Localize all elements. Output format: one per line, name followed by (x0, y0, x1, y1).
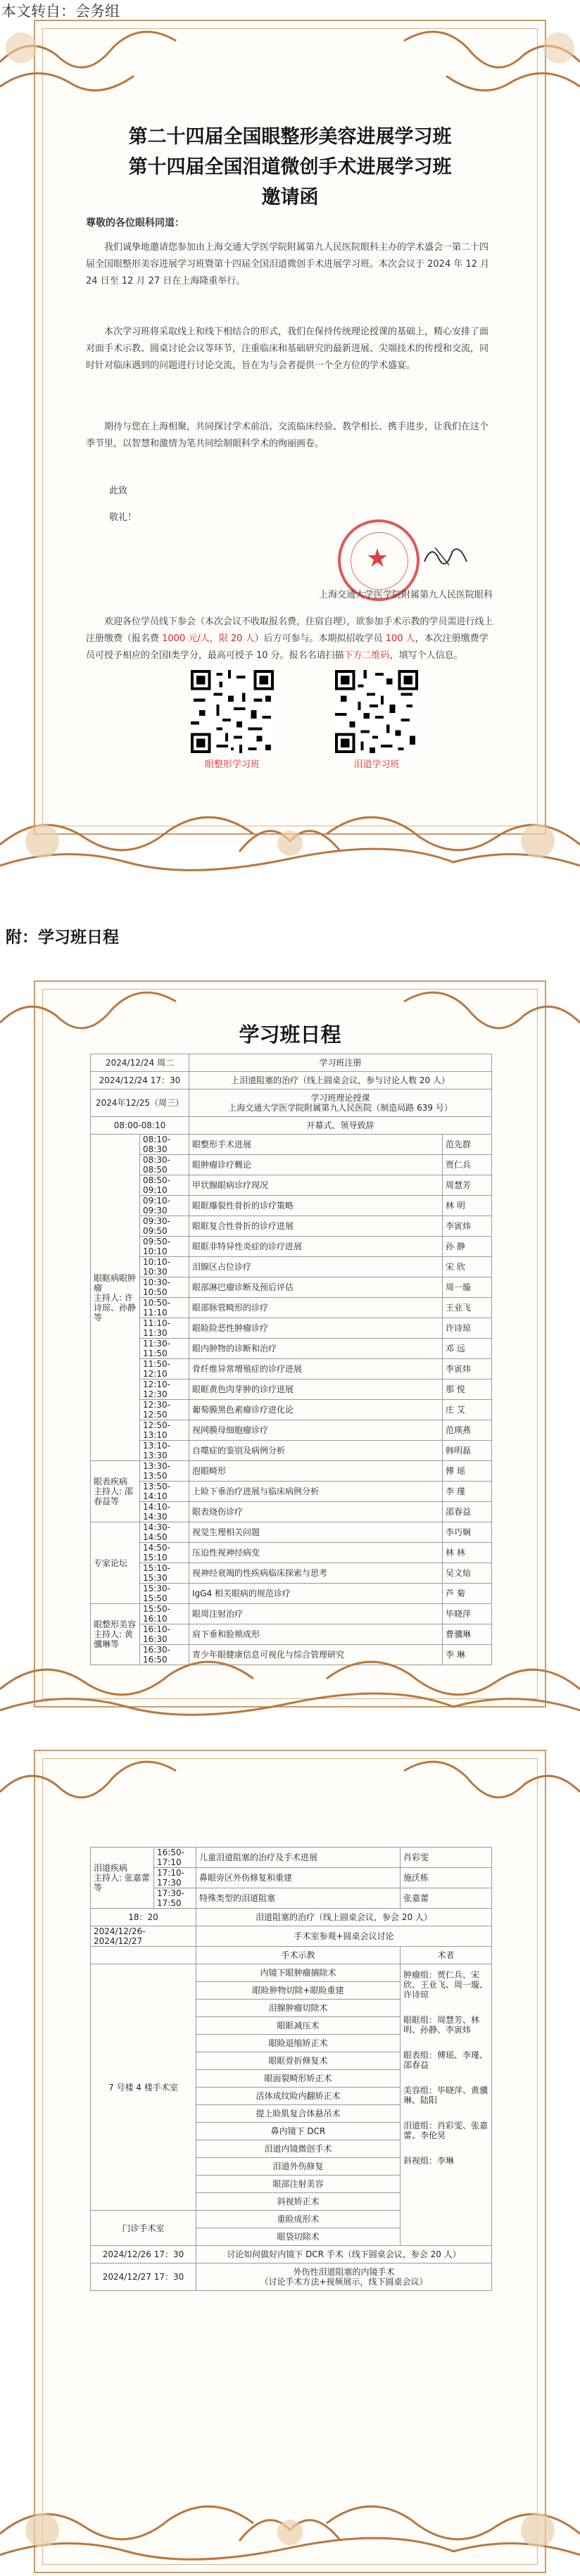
lecture-topic: 眼表烧伤诊疗 (189, 1502, 443, 1522)
surgeon-group: 泪道组：肖彩雯、张嘉蕾、李伦昊 (403, 2121, 488, 2140)
session-group: 眼眶病眼肿瘤 主持人: 许诗琼、孙静等 (91, 1135, 140, 1461)
lecture-time: 11:10-11:30 (140, 1318, 189, 1339)
lecture-topic: 骨纤维异常增殖症的诊疗进展 (189, 1359, 443, 1379)
schedule-time: 18：20 (91, 1909, 196, 1926)
surgeon-group: 肿瘤组：贾仁兵、宋欣、王业飞、周一璇、许诗琼 (403, 1970, 488, 2000)
surgeon-group: 眼表组：傅瑶、李瑾、邵春益 (403, 2050, 488, 2070)
table-row (91, 1522, 492, 1543)
schedule-section-heading: 附：学习班日程 (6, 928, 119, 947)
surgery-item: 活体成纹睑内翻矫正术 (196, 2088, 401, 2105)
schedule-time: 2024年12/25（周三） (91, 1090, 189, 1117)
table-row (91, 1461, 492, 1482)
surgery-item: 斜视矫正术 (196, 2193, 401, 2211)
lecture-speaker: 毕晓萍 (443, 1604, 492, 1624)
lecture-topic: IgG4 相关眼病的规范诊疗 (189, 1584, 443, 1604)
lecture-time: 09:10-09:30 (140, 1196, 189, 1216)
qr-code-eyelid-course[interactable] (191, 670, 274, 753)
lecture-topic: 视网膜母细胞瘤诊疗 (189, 1420, 443, 1441)
table-row (91, 1257, 492, 1277)
lecture-time: 15:30-15:50 (140, 1584, 189, 1604)
lecture-speaker: 韩明磊 (443, 1441, 492, 1461)
lecture-topic: 眼眶非特异性炎症的诊疗进展 (189, 1237, 443, 1257)
table-row (91, 1441, 492, 1461)
signature: 上海交通大学医学院附属第九人民医院眼科 (318, 590, 493, 600)
invitation-title-3: 邀请函 (261, 187, 319, 208)
lecture-speaker: 宋 欣 (443, 1257, 492, 1277)
table-row (91, 1400, 492, 1420)
table-row (91, 1482, 492, 1502)
surgery-item: 眼面裂畸形矫正术 (196, 2070, 401, 2088)
schedule-table-1 (90, 1054, 492, 1665)
registration-note (86, 614, 494, 664)
lecture-time: 14:50-15:10 (140, 1543, 189, 1563)
qr-code-lacrimal-course[interactable] (335, 670, 418, 753)
lecture-time: 14:10-14:30 (140, 1502, 189, 1522)
greeting: 尊敬的各位眼科同道： (86, 217, 184, 229)
schedule-time: 2024/12/26-2024/12/27 (91, 1926, 196, 1947)
schedule-content: 学习班注册 (189, 1054, 492, 1072)
table-row (91, 1848, 492, 1868)
cloud-wave-decoration (0, 20, 580, 125)
lecture-topic: 自噬症的鉴别及病例分析 (189, 1441, 443, 1461)
lecture-speaker: 吴文灿 (443, 1563, 492, 1584)
lecture-topic: 眼整形手术进展 (189, 1135, 443, 1155)
lecture-speaker: 庄 艾 (443, 1400, 492, 1420)
wave-bottom-decoration-2 (0, 1619, 580, 1731)
surgery-header: 手术示教 (196, 1947, 401, 1964)
table-row (91, 1339, 492, 1359)
lecture-speaker: 李寅炜 (443, 1216, 492, 1237)
table-row (91, 1175, 492, 1196)
lecture-time: 17:30-17:50 (154, 1888, 196, 1909)
lecture-speaker: 周慧芳 (443, 1175, 492, 1196)
lecture-time: 16:30-16:50 (140, 1645, 189, 1665)
lecture-speaker: 李 琳 (443, 1645, 492, 1665)
schedule-time: 08:00-08:10 (91, 1117, 189, 1135)
lecture-topic: 眼部淋巴瘤诊断及预后评估 (189, 1277, 443, 1298)
lecture-time: 08:50-09:10 (140, 1175, 189, 1196)
table-row (91, 1926, 492, 1947)
lecture-topic: 泡眼畸形 (189, 1461, 443, 1482)
surgery-item: 眼部注射美容 (196, 2176, 401, 2193)
lecture-topic: 视神经衰竭的性疾病临床探索与思考 (189, 1563, 443, 1584)
schedule-content: 外伤性泪道阻塞的内镜手术 （讨论手术方法+视频展示，线下圆桌会议） (196, 2264, 492, 2291)
lecture-topic: 特殊类型的泪道阻塞 (196, 1888, 401, 1909)
table-row (91, 2264, 492, 2291)
schedule-time: 2024/12/26 17：30 (91, 2246, 196, 2264)
note-fee: 1000 元/人，限 20 人 (162, 633, 255, 644)
qr-caption-eyelid: 眼整形学习班 (204, 759, 260, 770)
surgeon-group: 斜视组：李琳 (403, 2156, 455, 2166)
table-row (91, 1379, 492, 1400)
session-group: 专家论坛 (91, 1522, 140, 1604)
schedule-time: 2024/12/24 周二 (91, 1054, 189, 1072)
lecture-topic: 泪腺区占位诊疗 (189, 1257, 443, 1277)
paragraph-2: 本次学习班将采取线上和线下相结合的形式，我们在保持传统理论授课的基础上，精心安排了面对面手术示教、圆桌讨论会议等环节，注重临床和基础研究的最新进展、尖端技术的传授和交流，同时针对临床遇到的问题进行讨论交流，旨在为与会者提供一个全方位的学术盛宴。 (86, 327, 489, 371)
lecture-topic: 甲状腺眼病诊疗现况 (189, 1175, 443, 1196)
table-row (91, 1420, 492, 1441)
lecture-speaker: 施沃栋 (401, 1868, 492, 1888)
seal-star-icon: ★ (366, 544, 389, 573)
surgery-item: 眼睑退缩矫正术 (196, 2035, 401, 2052)
surgery-item: 提上睑肌复合体悬吊术 (196, 2105, 401, 2123)
table-row (91, 1054, 492, 1072)
lecture-time: 10:10-10:30 (140, 1257, 189, 1277)
lecture-speaker: 周一璇 (443, 1277, 492, 1298)
note-part-c: ，本次注册缴费学员可授予相应的全国Ⅰ类学分，最高可授予 10 分。报名名请扫描 (86, 633, 488, 661)
table-row (91, 1584, 492, 1604)
surgery-item: 内镜下眼肿瘤摘除术 (196, 1964, 401, 1982)
cloud-wave-decoration-3 (0, 1750, 580, 1855)
lecture-speaker: 林 明 (443, 1196, 492, 1216)
table-row (91, 1502, 492, 1522)
schedule-content: 学习班理论授课 上海交通大学医学院附属第九人民医院（制造局路 639 号） (189, 1090, 492, 1117)
lecture-time: 09:50-10:10 (140, 1237, 189, 1257)
closing-1: 此致 (109, 486, 128, 496)
schedule-content: 泪道阻塞的治疗（线上圆桌会议，参会 20 人） (196, 1909, 492, 1926)
lecture-time: 16:50-17:10 (154, 1848, 196, 1868)
lecture-speaker: 李寅炜 (443, 1359, 492, 1379)
closing-2: 敬礼！ (109, 512, 137, 523)
lecture-time: 17:10-17:30 (154, 1868, 196, 1888)
schedule-title: 学习班日程 (239, 1023, 341, 1047)
lecture-topic: 青少年眼健康信息可视化与综合管理研究 (189, 1645, 443, 1665)
lecture-speaker: 张嘉蕾 (401, 1888, 492, 1909)
schedule-table-2 (90, 1847, 492, 2291)
lecture-speaker: 邓 远 (443, 1339, 492, 1359)
table-row (91, 1117, 492, 1135)
lecture-time: 10:50-11:10 (140, 1298, 189, 1318)
lecture-time: 12:10-12:30 (140, 1379, 189, 1400)
table-row (91, 1277, 492, 1298)
schedule-content: 讨论如何做好内镜下 DCR 手术（线下圆桌会议，参会 20 人） (196, 2246, 492, 2264)
lecture-topic: 眼眶黄色肉芽肿的诊疗进展 (189, 1379, 443, 1400)
empty-cell (91, 1947, 196, 1964)
table-row (91, 1090, 492, 1117)
lecture-time: 09:30-09:50 (140, 1216, 189, 1237)
paragraph-1: 我们诚挚地邀请您参加由上海交通大学医学院附属第九人民医院眼科主办的学术盛会一第二十四届全国眼整形美容进展学习班暨第十四届全国泪道微创手术进展学习班。本次会议于 2024 年 12 月 24 日至 12 月 27 日在上海隆重举行。 (86, 242, 490, 286)
note-part-a: 欢迎各位学员线下参会（本次会议不收取报名费，住宿自理），欲参加手术示教的学员需进行线上注册缴费（报名费 (86, 617, 493, 644)
surgeon-header: 术者 (401, 1947, 492, 1964)
source-note: 本文转自：会务组 (1, 3, 120, 20)
surgeon-group: 美容组：毕晓萍、黄骥琳、陆阳 (403, 2085, 488, 2105)
lecture-topic: 眼部脉管畸形的诊疗 (189, 1298, 443, 1318)
lecture-topic: 儿童泪道阻塞的治疗及手术进展 (196, 1848, 401, 1868)
surgery-item: 重睑成形术 (196, 2211, 401, 2228)
lecture-speaker: 林 林 (443, 1543, 492, 1563)
invitation-title-1: 第二十四届全国眼整形美容进展学习班 (128, 126, 452, 148)
table-row (91, 1318, 492, 1339)
surgery-item: 眼眶骨折修复术 (196, 2052, 401, 2070)
table-row (91, 1237, 492, 1257)
lecture-time: 14:30-14:50 (140, 1522, 189, 1543)
surgery-item: 泪道内镜微创手术 (196, 2140, 401, 2158)
lecture-topic: 上睑下垂治疗进展与临床病例分析 (189, 1482, 443, 1502)
invitation-title-2: 第十四届全国泪道微创手术进展学习班 (128, 156, 452, 178)
lecture-speaker: 王业飞 (443, 1298, 492, 1318)
lecture-time: 08:10-08:30 (140, 1135, 189, 1155)
table-row (91, 1135, 492, 1155)
lecture-topic: 眼睑险恶性肿瘤诊疗 (189, 1318, 443, 1339)
lecture-speaker: 芦 菊 (443, 1584, 492, 1604)
schedule-time: 2024/12/24 17：30 (91, 1072, 189, 1090)
lecture-time: 16:10-16:30 (140, 1624, 189, 1645)
lecture-time: 13:10-13:30 (140, 1441, 189, 1461)
table-row (91, 1543, 492, 1563)
surgery-item: 眼袋切除术 (196, 2228, 401, 2246)
table-row (91, 1298, 492, 1318)
table-row (91, 1964, 492, 1982)
table-row (91, 2246, 492, 2264)
session-group: 眼表疾病 主持人: 邵春益等 (91, 1461, 140, 1522)
table-row (91, 1909, 492, 1926)
lecture-topic: 眼眶爆裂性骨折的诊疗策略 (189, 1196, 443, 1216)
lecture-topic: 葡萄膜黑色素瘤诊疗进化论 (189, 1400, 443, 1420)
note-qr-pointer: 下方二维码 (343, 650, 390, 661)
qr-caption-lacrimal: 泪道学习班 (353, 759, 400, 770)
lecture-time: 12:50-13:10 (140, 1420, 189, 1441)
lecture-speaker: 肖彩雯 (401, 1848, 492, 1868)
lecture-topic: 眼肿瘤诊疗概论 (189, 1155, 443, 1175)
handwritten-signature (421, 541, 470, 569)
schedule-content: 上泪道阻塞的治疗（线上圆桌会议，参与讨论人数 20 人） (189, 1072, 492, 1090)
surgery-item: 眼睑肿物切除+眼睑重建 (196, 1982, 401, 2000)
lecture-speaker: 许诗琼 (443, 1318, 492, 1339)
table-row (91, 1359, 492, 1379)
lecture-speaker: 范瑛燕 (443, 1420, 492, 1441)
wave-bottom-decoration (0, 774, 580, 887)
table-row (91, 1072, 492, 1090)
lecture-speaker: 孙 静 (443, 1237, 492, 1257)
lecture-topic: 眼内肿物的诊断和治疗 (189, 1339, 443, 1359)
table-row (91, 1155, 492, 1175)
lecture-speaker: 贾仁兵 (443, 1155, 492, 1175)
wave-bottom-decoration-3 (0, 2463, 580, 2576)
surgery-item: 泪腺肿瘤切除术 (196, 2000, 401, 2017)
lecture-time: 11:50-12:10 (140, 1359, 189, 1379)
schedule-content: 开幕式、领导致辞 (189, 1117, 492, 1135)
lecture-speaker: 傅 瑶 (443, 1461, 492, 1482)
session-group: 泪道疾病 主持人: 张嘉蕾等 (91, 1848, 154, 1909)
schedule-content: 手术室参观+圆桌会议讨论 (196, 1926, 492, 1947)
lecture-time: 10:30-10:50 (140, 1277, 189, 1298)
lecture-speaker: 曹骥琳 (443, 1624, 492, 1645)
lecture-topic: 视觉生理相关问题 (189, 1522, 443, 1543)
lecture-speaker: 那 悦 (443, 1379, 492, 1400)
session-group: 眼整形美容 主持人: 黄骥琳等 (91, 1604, 140, 1665)
lecture-topic: 眼周注射治疗 (189, 1604, 443, 1624)
lecture-topic: 肩下垂和脸颊成形 (189, 1624, 443, 1645)
lecture-speaker: 范先群 (443, 1135, 492, 1155)
schedule-time: 2024/12/27 17：30 (91, 2264, 196, 2291)
operating-room: 7 号楼 4 楼手术室 (91, 1964, 196, 2211)
table-row (91, 1563, 492, 1584)
lecture-topic: 压迫性视神经病变 (189, 1543, 443, 1563)
surgery-item: 鼻内镜下 DCR (196, 2123, 401, 2140)
lecture-speaker: 邵春益 (443, 1502, 492, 1522)
surgeon-group: 眼眶组：周慧芳、林明、孙静、李寅炜 (403, 2015, 480, 2035)
lecture-speaker: 李 瑾 (443, 1482, 492, 1502)
lecture-time: 08:30-08:50 (140, 1155, 189, 1175)
lecture-time: 15:50-16:10 (140, 1604, 189, 1624)
note-count: 100 人 (385, 633, 415, 644)
surgery-item: 眼眶减压术 (196, 2017, 401, 2035)
table-row (91, 1216, 492, 1237)
paragraph-3: 期待与您在上海相聚，共同探讨学术前沿、交流临床经验、教学相长、携手进步，让我们在这个季节里，以智慧和激情为笔共同绘制眼科学术的绚丽画卷。 (86, 422, 489, 449)
note-part-b: ）后方可参与。本期拟招收学员 (254, 633, 386, 644)
lecture-time: 13:50-14:10 (140, 1482, 189, 1502)
note-part-d: ，填写个人信息。 (389, 650, 463, 661)
lecture-topic: 眼眶复合性骨折的诊疗进展 (189, 1216, 443, 1237)
surgeon-groups (401, 1964, 492, 2246)
surgery-item: 泪道外伤修复 (196, 2158, 401, 2176)
operating-room: 门诊手术室 (91, 2211, 196, 2246)
lecture-time: 15:10-15:30 (140, 1563, 189, 1584)
lecture-time: 12:30-12:50 (140, 1400, 189, 1420)
lecture-speaker: 李巧娴 (443, 1522, 492, 1543)
lecture-time: 13:30-13:50 (140, 1461, 189, 1482)
table-row (91, 1947, 492, 1964)
lecture-topic: 鼻眼旁区外伤修复和重建 (196, 1868, 401, 1888)
table-row (91, 1196, 492, 1216)
lecture-time: 11:30-11:50 (140, 1339, 189, 1359)
